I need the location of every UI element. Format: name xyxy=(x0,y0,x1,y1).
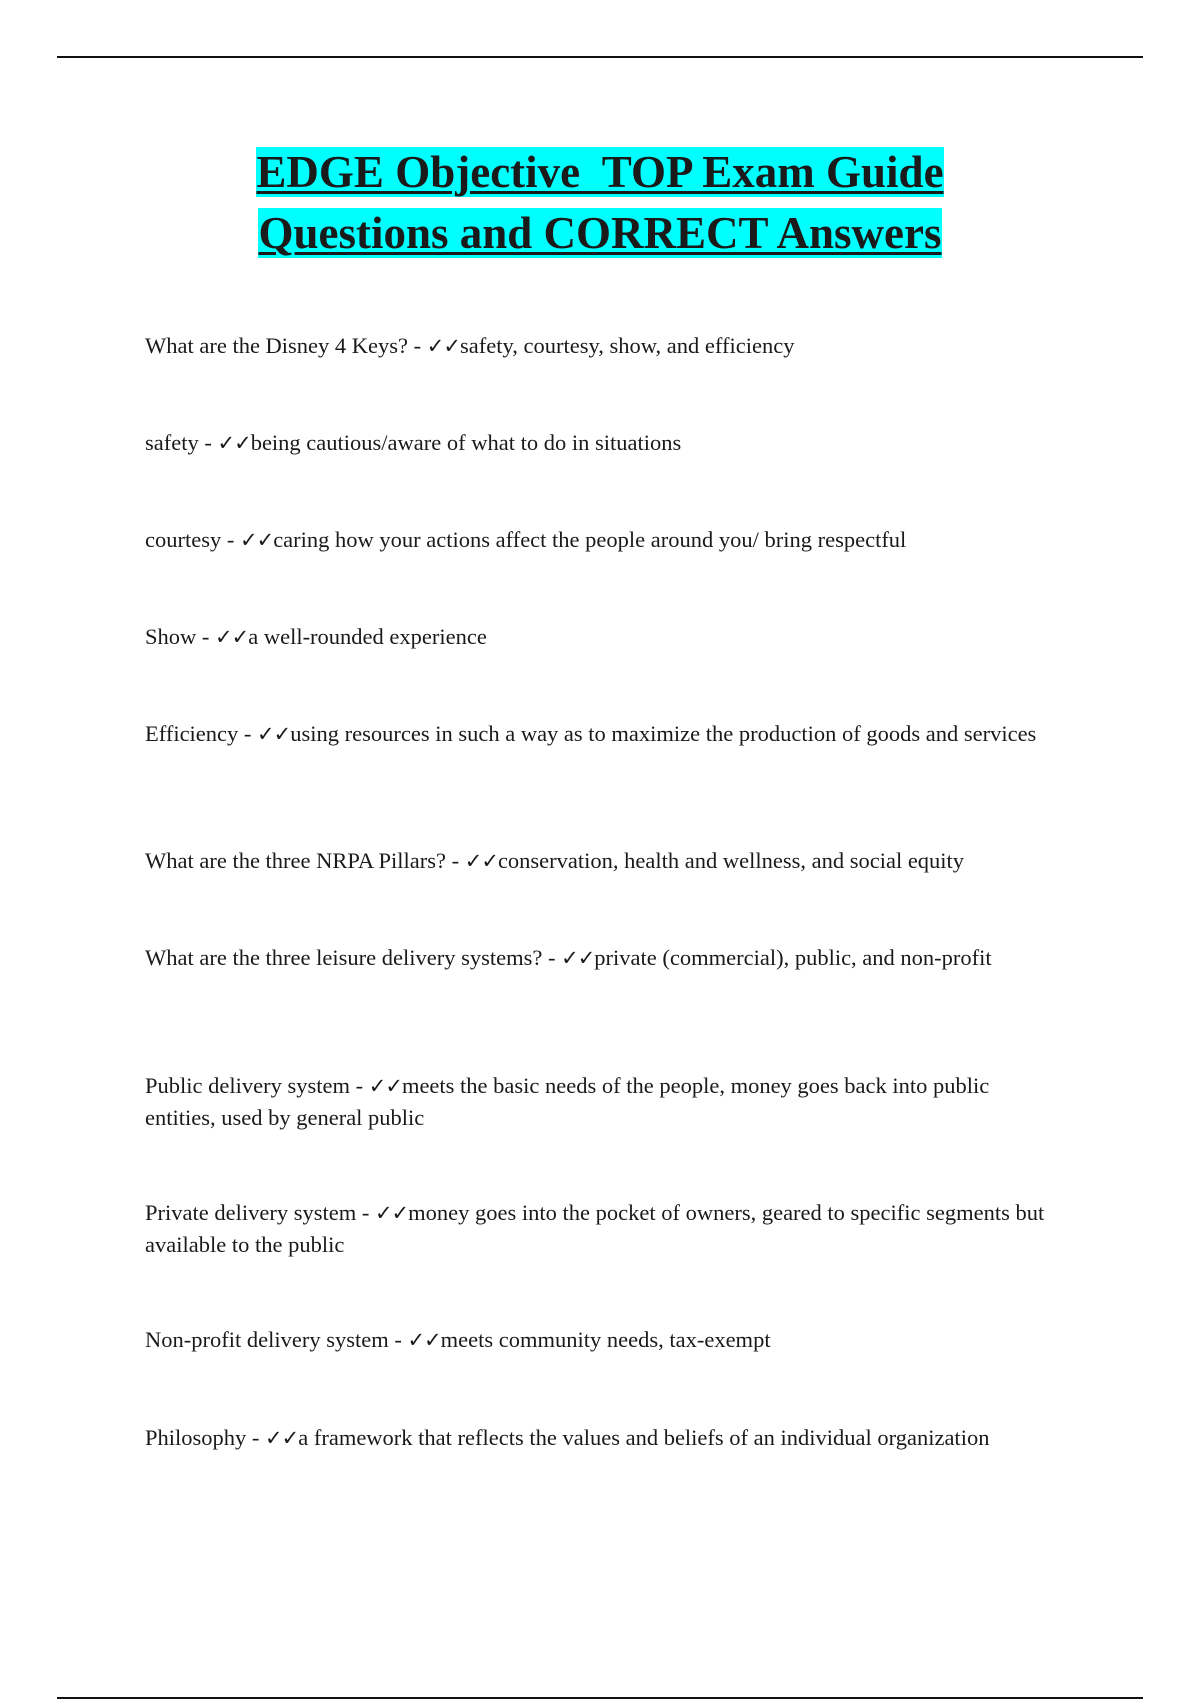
qa-term: Show xyxy=(145,624,197,649)
qa-item: courtesy - ✓✓caring how your actions affect the people around you/ bring respectful xyxy=(145,527,907,552)
qa-item: What are the three NRPA Pillars? - ✓✓conservation, health and wellness, and social equity xyxy=(145,848,965,873)
check-marks-icon: ✓✓ xyxy=(215,625,249,649)
qa-item: What are the three leisure delivery systems? - ✓✓private (commercial), public, and non-profit xyxy=(145,945,992,970)
qa-answer: a framework that reflects the values and beliefs of an individual organization xyxy=(298,1425,990,1450)
check-marks-icon: ✓✓ xyxy=(257,722,291,746)
title-line-2: Questions and CORRECT Answers xyxy=(258,208,942,258)
qa-answer: meets the basic needs of the people, money goes back into public entities, used by general public xyxy=(145,1073,990,1130)
qa-answer: private (commercial), public, and non-profit xyxy=(594,945,992,970)
title-line-1: EDGE Objective TOP Exam Guide xyxy=(256,147,944,197)
qa-item: Public delivery system - ✓✓meets the basic needs of the people, money goes back into public entities, used by general public xyxy=(145,1073,990,1130)
qa-answer: caring how your actions affect the people around you/ bring respectful xyxy=(273,527,907,552)
qa-term: Private delivery system xyxy=(145,1200,357,1225)
qa-item: Show - ✓✓a well-rounded experience xyxy=(145,624,487,649)
qa-term: What are the Disney 4 Keys? xyxy=(145,333,409,358)
check-marks-icon: ✓✓ xyxy=(239,528,274,552)
qa-term: Public delivery system xyxy=(145,1073,350,1098)
qa-term: Efficiency xyxy=(145,721,239,746)
check-marks-icon: ✓✓ xyxy=(407,1328,441,1352)
qa-term: courtesy xyxy=(145,527,222,552)
qa-item: safety - ✓✓being cautious/aware of what to do in situations xyxy=(145,430,682,455)
check-marks-icon: ✓✓ xyxy=(374,1201,409,1225)
qa-answer: conservation, health and wellness, and social equity xyxy=(497,848,965,873)
qa-answer: a well-rounded experience xyxy=(248,624,487,649)
bottom-rule xyxy=(57,1697,1143,1699)
qa-item: What are the Disney 4 Keys? - ✓✓safety, courtesy, show, and efficiency xyxy=(145,333,795,358)
document-title xyxy=(0,142,1200,264)
qa-item: Philosophy - ✓✓a framework that reflects the values and beliefs of an individual organization xyxy=(145,1425,990,1450)
check-marks-icon: ✓✓ xyxy=(217,431,251,455)
qa-item: Non-profit delivery system - ✓✓meets community needs, tax-exempt xyxy=(145,1327,771,1352)
check-marks-icon: ✓✓ xyxy=(464,849,498,873)
qa-answer: meets community needs, tax-exempt xyxy=(440,1327,771,1352)
check-marks-icon: ✓✓ xyxy=(561,946,595,970)
qa-item: Private delivery system - ✓✓money goes into the pocket of owners, geared to specific segments but available to the public xyxy=(145,1200,1045,1257)
check-marks-icon: ✓✓ xyxy=(265,1426,299,1450)
qa-item: Efficiency - ✓✓using resources in such a way as to maximize the production of goods and services xyxy=(145,721,1037,746)
qa-term: What are the three NRPA Pillars? xyxy=(145,848,446,873)
qa-answer: money goes into the pocket of owners, geared to specific segments but available to the public xyxy=(145,1200,1045,1257)
check-marks-icon: ✓✓ xyxy=(426,334,460,358)
qa-term: Non-profit delivery system xyxy=(145,1327,389,1352)
qa-term: safety xyxy=(145,430,199,455)
qa-term: What are the three leisure delivery systems? xyxy=(145,945,543,970)
qa-answer: being cautious/aware of what to do in situations xyxy=(250,430,682,455)
top-rule xyxy=(57,56,1143,58)
qa-term: Philosophy xyxy=(145,1425,247,1450)
qa-answer: safety, courtesy, show, and efficiency xyxy=(459,333,795,358)
qa-answer: using resources in such a way as to maximize the production of goods and services xyxy=(290,721,1037,746)
check-marks-icon: ✓✓ xyxy=(368,1074,402,1098)
